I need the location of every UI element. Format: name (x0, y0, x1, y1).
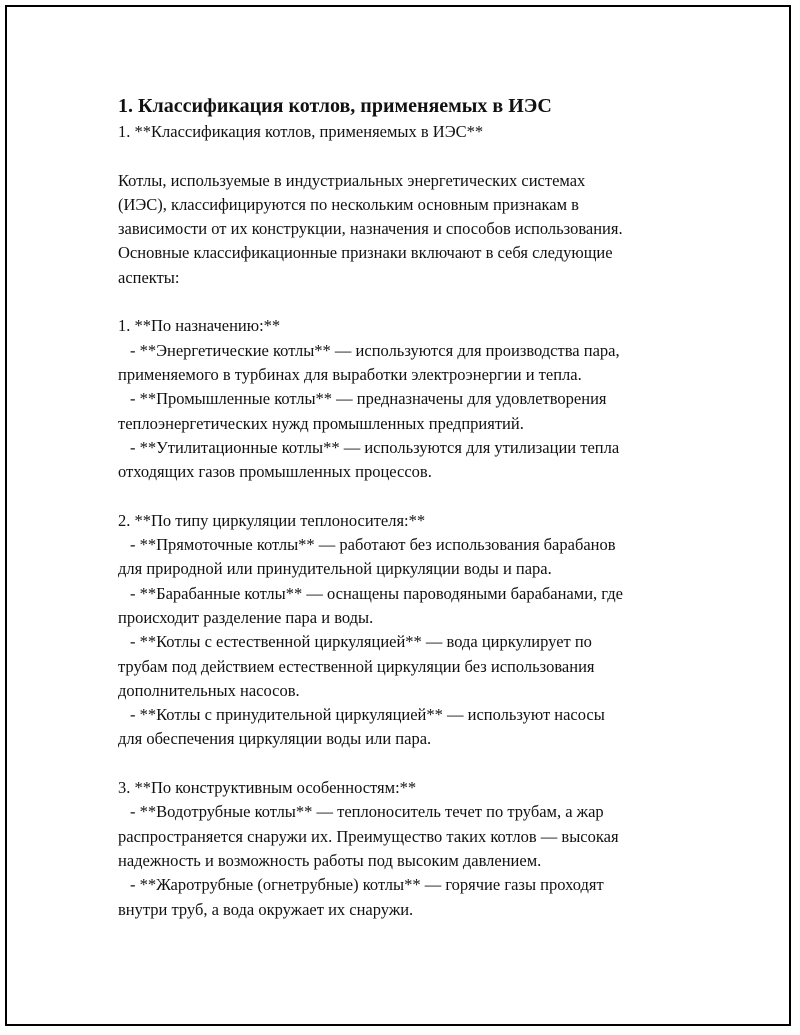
section-circulation (118, 509, 698, 752)
document-body (118, 92, 698, 922)
list-item-line: - **Жаротрубные (огнетрубные) котлы** — горячие газы проходят (130, 875, 604, 895)
intro-line: Котлы, используемые в индустриальных энергетических системах (118, 170, 586, 190)
list-item-line: отходящих газов промышленных процессов. (118, 462, 432, 482)
list-item-line: применяемого в турбинах для выработки электроэнергии и тепла. (118, 364, 582, 384)
list-item-line: - **Промышленные котлы** — предназначены для удовлетворения (130, 389, 607, 409)
list-item-line: дополнительных насосов. (118, 680, 300, 700)
list-item-line: происходит разделение пара и воды. (118, 607, 374, 627)
list-item-line: для природной или принудительной циркуляции воды и пара. (118, 559, 552, 579)
section-heading: 1. **По назначению:** (118, 316, 281, 336)
list-item-line: - **Водотрубные котлы** — теплоноситель течет по трубам, а жар (130, 802, 604, 822)
list-item-line: - **Энергетические котлы** — используются для производства пара, (130, 340, 620, 360)
intro-line: (ИЭС), классифицируются по нескольким основным признакам в (118, 194, 579, 214)
intro-paragraph (118, 169, 698, 290)
list-item (118, 800, 698, 873)
list-item-line: - **Утилитационные котлы** — используются для утилизации тепла (130, 437, 620, 457)
list-item-line: - **Барабанные котлы** — оснащены пароводяными барабанами, где (130, 583, 623, 603)
list-item-line: внутри труб, а вода окружает их снаружи. (118, 899, 414, 919)
list-item (118, 339, 698, 388)
intro-line: зависимости от их конструкции, назначения и способов использования. (118, 219, 623, 239)
list-item-line: - **Котлы с принудительной циркуляцией** — используют насосы (130, 705, 605, 725)
section-heading: 3. **По конструктивным особенностям:** (118, 778, 417, 798)
list-item (118, 533, 698, 582)
section-heading: 2. **По типу циркуляции теплоносителя:** (118, 510, 426, 530)
section-purpose (118, 314, 698, 484)
list-item-line: - **Котлы с естественной циркуляцией** — вода циркулирует по (130, 632, 592, 652)
list-item (118, 436, 698, 485)
document-subtitle: 1. **Классификация котлов, применяемых в ИЭС** (118, 122, 484, 141)
list-item-line: трубам под действием естественной циркуляции без использования (118, 656, 595, 676)
section-design (118, 776, 698, 922)
document-title: 1. Классификация котлов, применяемых в ИЭС (118, 95, 552, 117)
list-item-line: - **Прямоточные котлы** — работают без использования барабанов (130, 535, 616, 555)
intro-line: Основные классификационные признаки включают в себя следующие (118, 243, 613, 263)
list-item-line: распространяется снаружи их. Преимущество таких котлов — высокая (118, 826, 619, 846)
list-item-line: теплоэнергетических нужд промышленных предприятий. (118, 413, 524, 433)
intro-line: аспекты: (118, 267, 180, 287)
list-item (118, 387, 698, 436)
list-item (118, 630, 698, 703)
list-item (118, 703, 698, 752)
list-item (118, 582, 698, 631)
list-item (118, 873, 698, 922)
list-item-line: для обеспечения циркуляции воды или пара. (118, 729, 432, 749)
list-item-line: надежность и возможность работы под высоким давлением. (118, 850, 542, 870)
